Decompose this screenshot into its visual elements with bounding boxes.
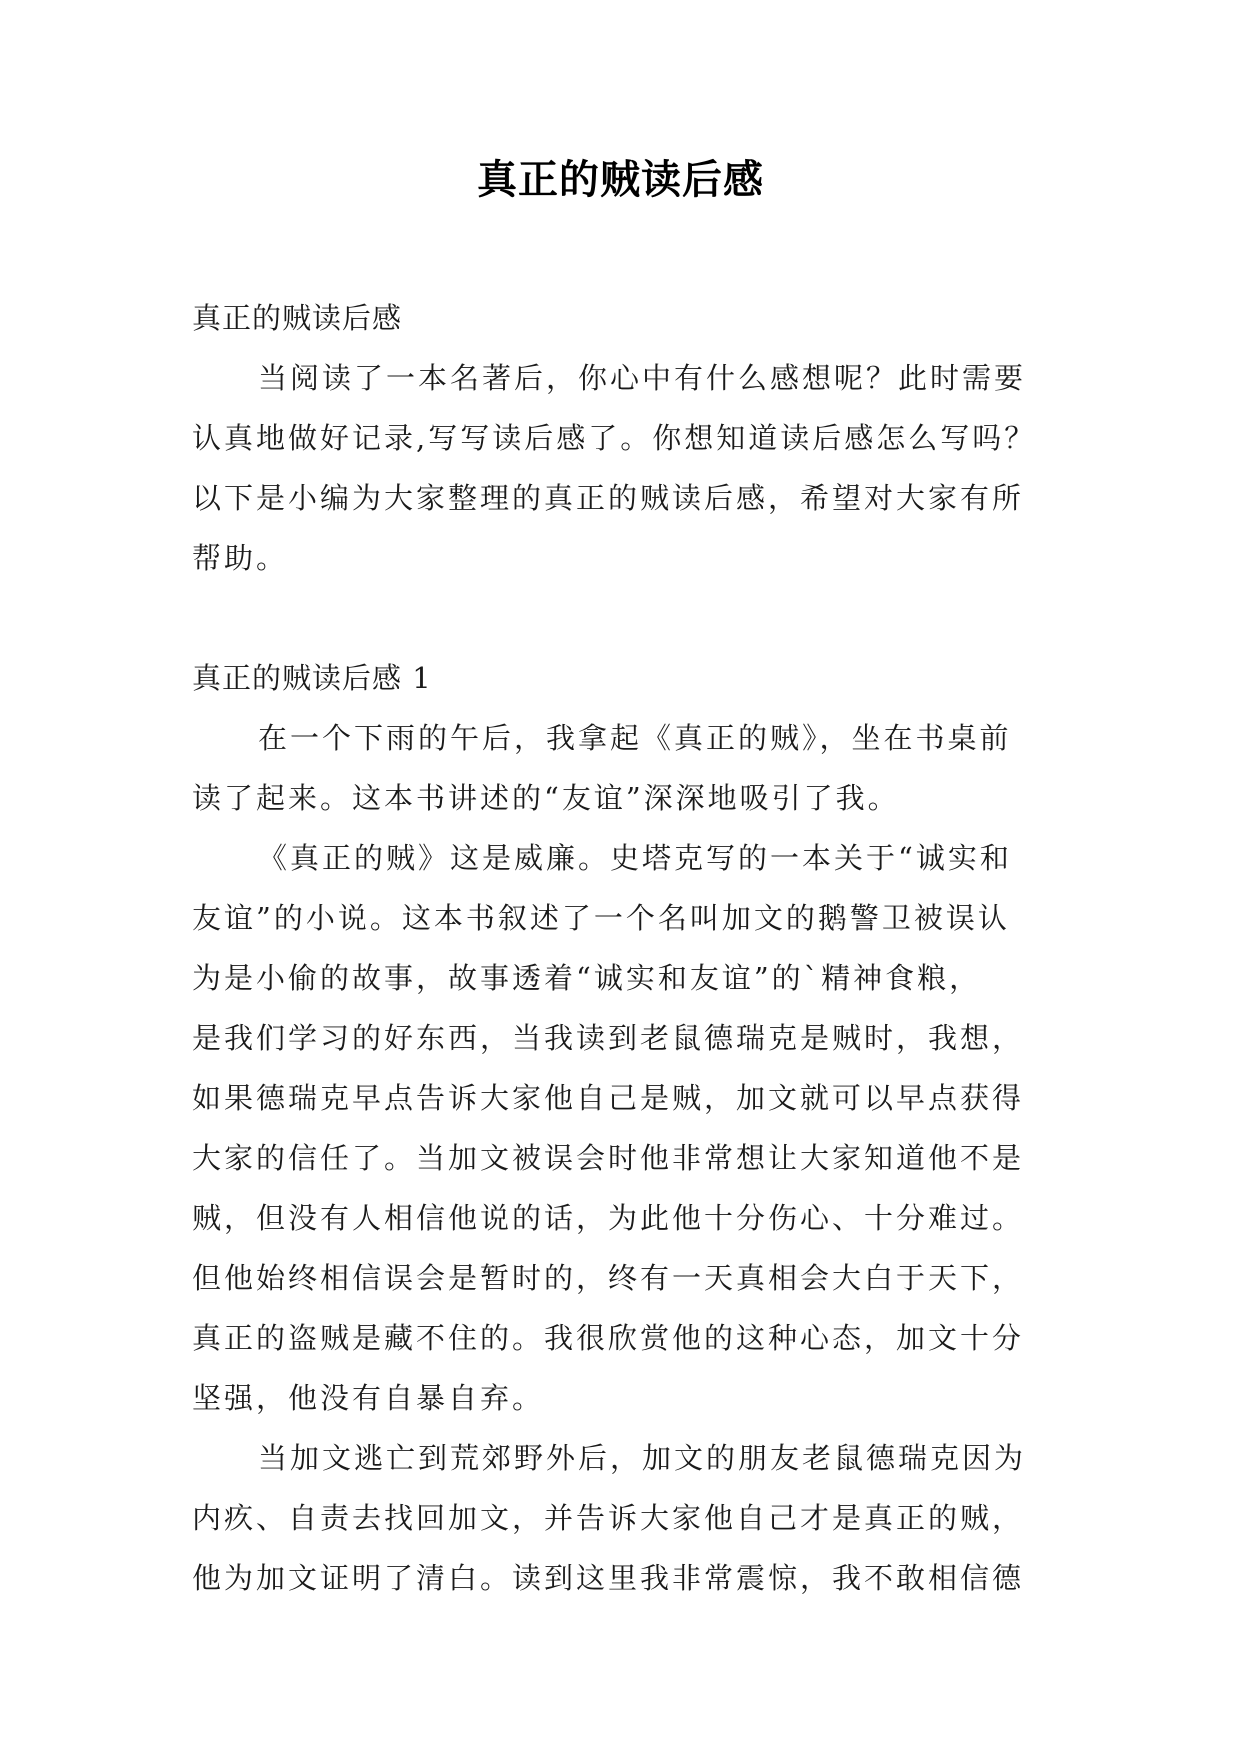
paragraph-line: 真正的盗贼是藏不住的。我很欣赏他的这种心态，加文十分 — [192, 1321, 1025, 1355]
paragraph-line: 是我们学习的好东西，当我读到老鼠德瑞克是贼时，我想， — [192, 1021, 1025, 1055]
intro-heading: 真正的贼读后感 — [192, 301, 403, 335]
paragraph-line: 但他始终相信误会是暂时的，终有一天真相会大白于天下， — [192, 1261, 1025, 1295]
intro-line: 认真地做好记录,写写读后感了。你想知道读后感怎么写吗？ — [192, 421, 1037, 455]
paragraph-line: 为是小偷的故事，故事透着“诚实和友谊”的`精神食粮， — [192, 961, 982, 995]
paragraph-line: 《真正的贼》这是威廉。史塔克写的一本关于“诚实和 — [258, 841, 1012, 875]
section-heading: 真正的贼读后感 1 — [192, 661, 432, 695]
paragraph-line: 如果德瑞克早点告诉大家他自己是贼，加文就可以早点获得 — [192, 1081, 1025, 1115]
paragraph-line: 他为加文证明了清白。读到这里我非常震惊，我不敢相信德 — [192, 1561, 1025, 1595]
paragraph-line: 在一个下雨的午后，我拿起《真正的贼》，坐在书桌前 — [258, 721, 1012, 755]
paragraph-line: 大家的信任了。当加文被误会时他非常想让大家知道他不是 — [192, 1141, 1025, 1175]
intro-line: 当阅读了一本名著后，你心中有什么感想呢？此时需要 — [258, 361, 1027, 395]
paragraph-line: 当加文逃亡到荒郊野外后，加文的朋友老鼠德瑞克因为 — [258, 1441, 1027, 1475]
document-title: 真正的贼读后感 — [477, 156, 764, 203]
paragraph-gap — [192, 588, 1052, 648]
paragraph-line: 读了起来。这本书讲述的“友谊”深深地吸引了我。 — [192, 781, 900, 815]
paragraph-line: 坚强，他没有自暴自弃。 — [192, 1381, 545, 1415]
paragraph-line: 贼，但没有人相信他说的话，为此他十分伤心、十分难过。 — [192, 1201, 1025, 1235]
intro-line: 以下是小编为大家整理的真正的贼读后感，希望对大家有所 — [192, 481, 1025, 515]
paragraph-line: 友谊”的小说。这本书叙述了一个名叫加文的鹅警卫被误认 — [192, 901, 1010, 935]
paragraph-line: 内疚、自责去找回加文，并告诉大家他自己才是真正的贼， — [192, 1501, 1025, 1535]
document-body — [192, 288, 1052, 1608]
intro-line: 帮助。 — [192, 541, 289, 575]
